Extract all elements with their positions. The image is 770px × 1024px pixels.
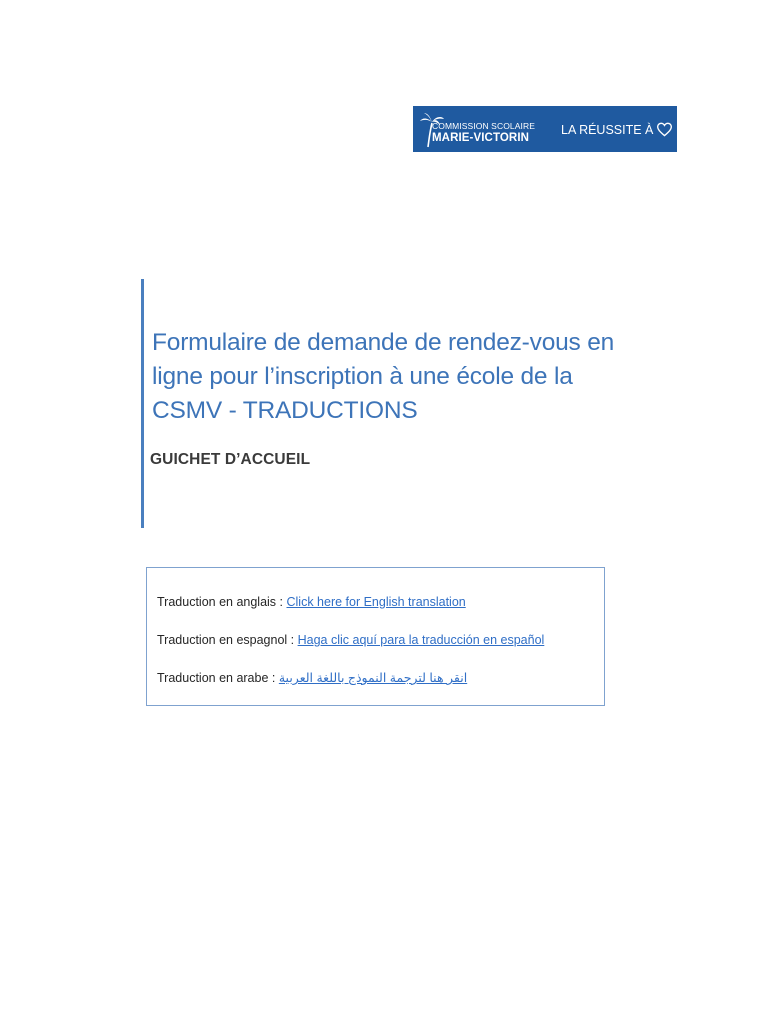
translations-box xyxy=(146,567,605,706)
document-title: Formulaire de demande de rendez-vous en ligne pour l’inscription à une école de la CSMV - TRADUCTIONS xyxy=(152,329,615,424)
arabic-translation-link[interactable]: انقر هنا لترجمة النموذج باللغة العربية xyxy=(278,671,468,685)
translation-label: Traduction en anglais : xyxy=(157,595,287,609)
english-translation-link[interactable]: Click here for English translation xyxy=(286,595,466,609)
translation-label: Traduction en arabe : xyxy=(157,671,279,685)
translation-row-arabic xyxy=(157,670,467,685)
spanish-translation-link[interactable]: Haga clic aquí para la traducción en español xyxy=(297,633,545,647)
heart-icon xyxy=(656,122,673,137)
csmv-logo xyxy=(413,106,677,152)
logo-org-line1: COMMISSION SCOLAIRE xyxy=(432,121,535,131)
translation-label: Traduction en espagnol : xyxy=(157,633,298,647)
translation-row-english xyxy=(157,595,466,609)
logo-org-name xyxy=(432,122,535,144)
logo-org-line2: MARIE-VICTORIN xyxy=(432,131,530,144)
title-accent-bar xyxy=(141,279,144,528)
translation-row-spanish xyxy=(157,633,544,647)
logo-tagline-text: LA RÉUSSITE À xyxy=(561,122,654,137)
logo-tagline xyxy=(561,122,673,137)
document-subtitle: GUICHET D’ACCUEIL xyxy=(150,451,311,468)
